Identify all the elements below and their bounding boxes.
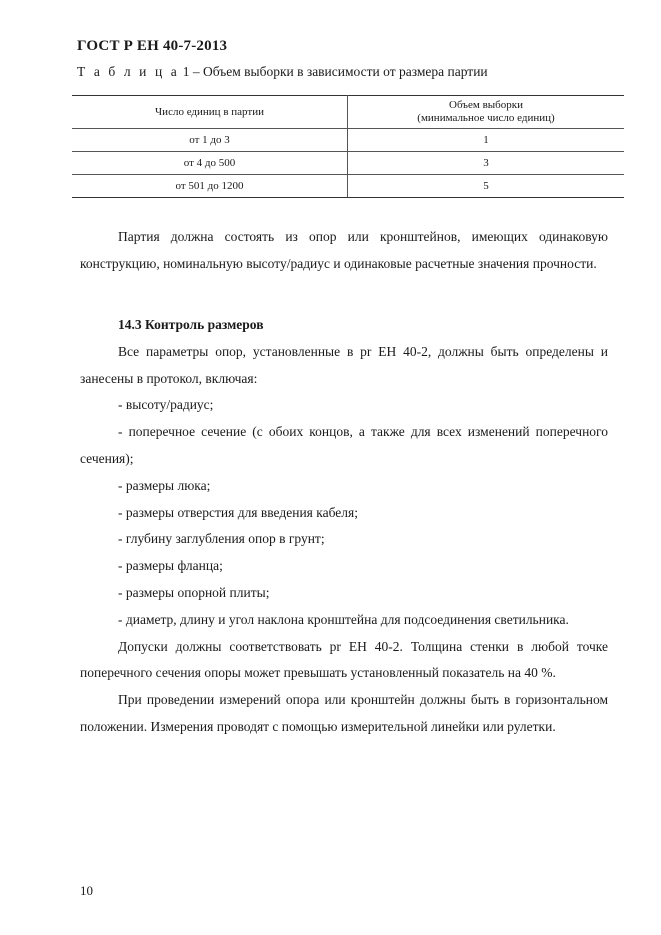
list-item: - поперечное сечение (с обоих концов, а также для всех изменений поперечного сечения); <box>80 424 608 466</box>
table-caption <box>77 64 488 80</box>
list-item: - размеры люка; <box>118 477 211 493</box>
table-header-sample-line2: (минимальное число единиц) <box>417 112 555 124</box>
list-item: - высоту/радиус; <box>118 397 214 413</box>
paragraph-measurement: При проведении измерений опора или кронштейн должны быть в горизонтальном положении. Измерения проводят с помощью измерительной линейки или рулетки. <box>80 692 608 734</box>
document-header: ГОСТ Р ЕН 40-7-2013 <box>77 38 228 54</box>
table-cell-range: от 1 до 3 <box>72 129 348 152</box>
table-header-units: Число единиц в партии <box>72 96 348 129</box>
list-item: - размеры фланца; <box>118 558 223 574</box>
body-block-2 <box>80 312 608 741</box>
paragraph-batch: Партия должна состоять из опор или кронштейнов, имеющих одинаковую конструкцию, номинальную высоту/радиус и одинаковые расчетные значения прочности. <box>80 229 608 271</box>
table-caption-prefix: Т а б л и ц а <box>77 64 180 79</box>
list-item: - размеры опорной плиты; <box>118 584 270 600</box>
table-caption-text: – Объем выборки в зависимости от размера партии <box>189 64 488 79</box>
table-header-row <box>72 96 624 129</box>
table-cell-sample: 3 <box>348 152 625 175</box>
table-cell-range: от 4 до 500 <box>72 152 348 175</box>
section-heading: 14.3 Контроль размеров <box>118 317 264 332</box>
table-row <box>72 175 624 198</box>
paragraph-tolerances: Допуски должны соответствовать pr EH 40-2. Толщина стенки в любой точке поперечного сечения опоры может превышать установленный показатель на 40 %. <box>80 638 608 681</box>
list-item: - глубину заглубления опор в грунт; <box>118 531 325 547</box>
paragraph-parameters: Все параметры опор, установленные в pr EH 40-2, должны быть определены и занесены в протокол, включая: <box>80 343 608 386</box>
table-cell-sample: 5 <box>348 175 625 198</box>
sample-size-table <box>72 95 624 198</box>
table-cell-range: от 501 до 1200 <box>72 175 348 198</box>
body-block-1 <box>80 224 608 278</box>
table-row <box>72 152 624 175</box>
table-header-sample-line1: Объем выборки <box>449 99 523 111</box>
page-number: 10 <box>80 883 93 898</box>
table-cell-sample: 1 <box>348 129 625 152</box>
table-caption-number: 1 <box>179 64 190 79</box>
table-header-sample <box>348 96 625 129</box>
table-row <box>72 129 624 152</box>
list-item: - размеры отверстия для введения кабеля; <box>118 504 358 520</box>
list-item: - диаметр, длину и угол наклона кронштейна для подсоединения светильника. <box>118 611 569 627</box>
